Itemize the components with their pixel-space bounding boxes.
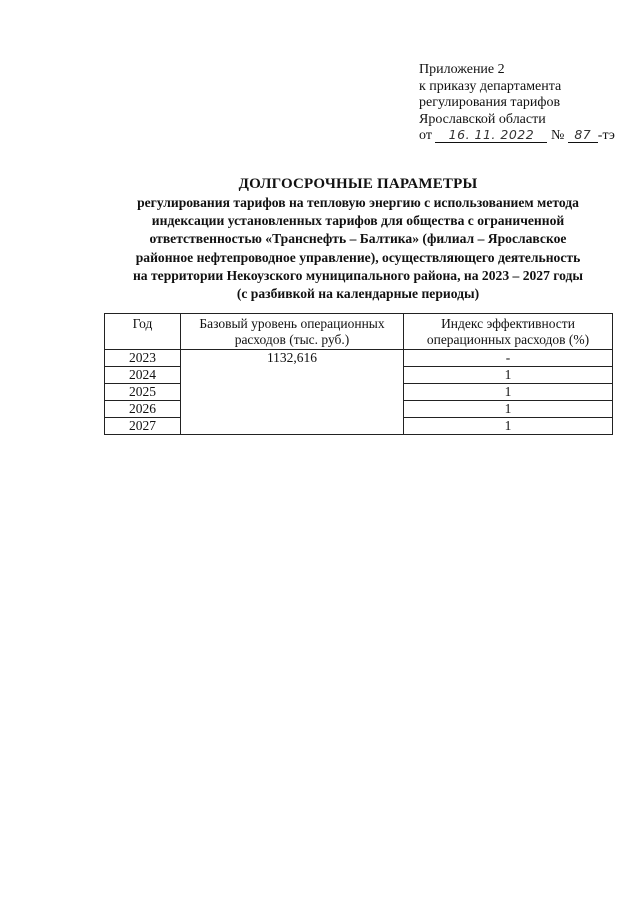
header-base-level: Базовый уровень операционных расходов (тыс. руб.): [181, 314, 404, 350]
table-row: [105, 350, 613, 367]
handwritten-number: 87: [568, 128, 598, 143]
year-cell: 2023: [105, 350, 181, 367]
subtitle-line: регулирования тарифов на тепловую энергию с использованием метода: [137, 195, 579, 210]
subtitle-line: районное нефтепроводное управление), осуществляющего деятельность: [135, 249, 581, 265]
document-subtitle: [96, 194, 620, 303]
appendix-block: [419, 62, 634, 145]
subtitle-line: (с разбивкой на календарные периоды): [236, 286, 480, 302]
appendix-department-line: регулирования тарифов: [419, 95, 561, 110]
appendix-title: Приложение 2: [419, 62, 505, 77]
index-cell: -: [404, 350, 613, 367]
header-efficiency-index: Индекс эффективности операционных расходов (%): [404, 314, 613, 350]
date-prefix: от: [419, 128, 432, 143]
subtitle-line: ответственностью «Транснефть – Балтика» (филиал – Ярославское: [149, 231, 567, 247]
parameters-table: [104, 313, 613, 435]
year-cell: 2027: [105, 418, 181, 435]
index-cell: 1: [404, 418, 613, 435]
year-cell: 2024: [105, 367, 181, 384]
subtitle-line: индексации установленных тарифов для общества с ограниченной: [151, 213, 565, 229]
appendix-order-line: к приказу департамента: [419, 78, 562, 94]
subtitle-line: на территории Некоузского муниципального района, на 2023 – 2027 годы: [132, 267, 584, 283]
index-cell: 1: [404, 367, 613, 384]
number-suffix: -тэ: [597, 128, 615, 143]
index-cell: 1: [404, 384, 613, 401]
index-cell: 1: [404, 401, 613, 418]
table-header-row: [105, 314, 613, 350]
document-title: ДОЛГОСРОЧНЫЕ ПАРАМЕТРЫ: [238, 176, 478, 192]
header-year: Год: [105, 314, 181, 350]
handwritten-date: 16. 11. 2022: [435, 128, 547, 143]
appendix-date-line: [419, 128, 634, 145]
appendix-region-line: Ярославской области: [419, 111, 546, 127]
base-level-cell: 1132,616: [181, 350, 404, 435]
year-cell: 2026: [105, 401, 181, 418]
number-prefix: №: [550, 128, 565, 143]
document-heading: [96, 175, 620, 303]
year-cell: 2025: [105, 384, 181, 401]
